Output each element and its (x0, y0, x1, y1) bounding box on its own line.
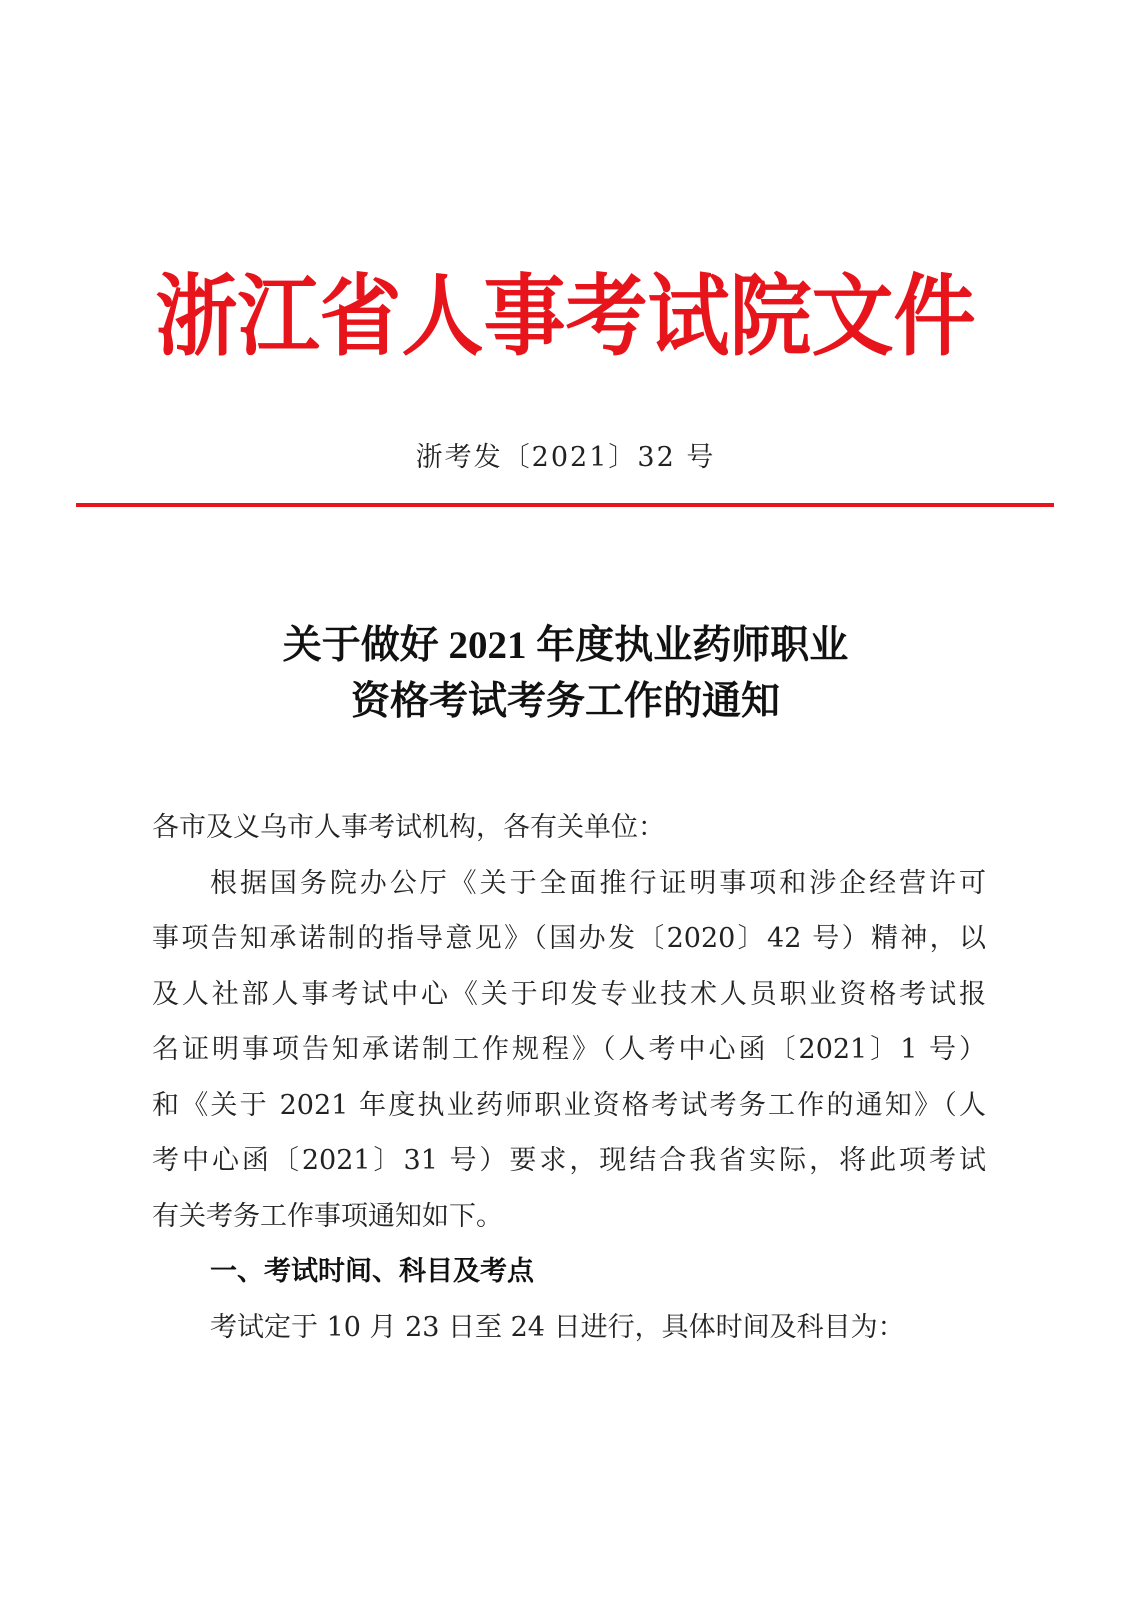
red-divider-line (76, 503, 1054, 507)
notice-title-line-2: 资格考试考务工作的通知 (350, 680, 780, 723)
org-header-title: 浙江省人事考试院文件 (155, 265, 976, 369)
addressee-line: 各市及义乌市人事考试机构，各有关单位： (152, 812, 665, 843)
notice-title (0, 618, 1131, 730)
notice-body (152, 800, 986, 1355)
section-heading: 一、考试时间、科目及考点 (210, 1256, 534, 1287)
paragraph-line: 有关考务工作事项通知如下。 (152, 1200, 503, 1232)
paragraph-line: 和《关于 2021 年度执业药师职业资格考试考务工作的通知》（人 (152, 1089, 986, 1121)
paragraph-line: 名证明事项告知承诺制工作规程》（人考中心函〔2021〕1 号） (152, 1034, 986, 1065)
notice-title-line-1: 关于做好 2021 年度执业药师职业 (282, 624, 849, 667)
paragraph-line: 考中心函〔2021〕31 号）要求，现结合我省实际，将此项考试 (152, 1145, 986, 1176)
paragraph-line: 及人社部人事考试中心《关于印发专业技术人员职业资格考试报 (152, 978, 986, 1010)
document-number: 浙考发〔2021〕32 号 (415, 442, 716, 473)
paragraph-line: 事项告知承诺制的指导意见》（国办发〔2020〕42 号）精神，以 (152, 923, 986, 954)
paragraph-line: 根据国务院办公厅《关于全面推行证明事项和涉企经营许可 (210, 867, 986, 899)
section-text: 考试定于 10 月 23 日至 24 日进行，具体时间及科目为： (210, 1311, 905, 1343)
